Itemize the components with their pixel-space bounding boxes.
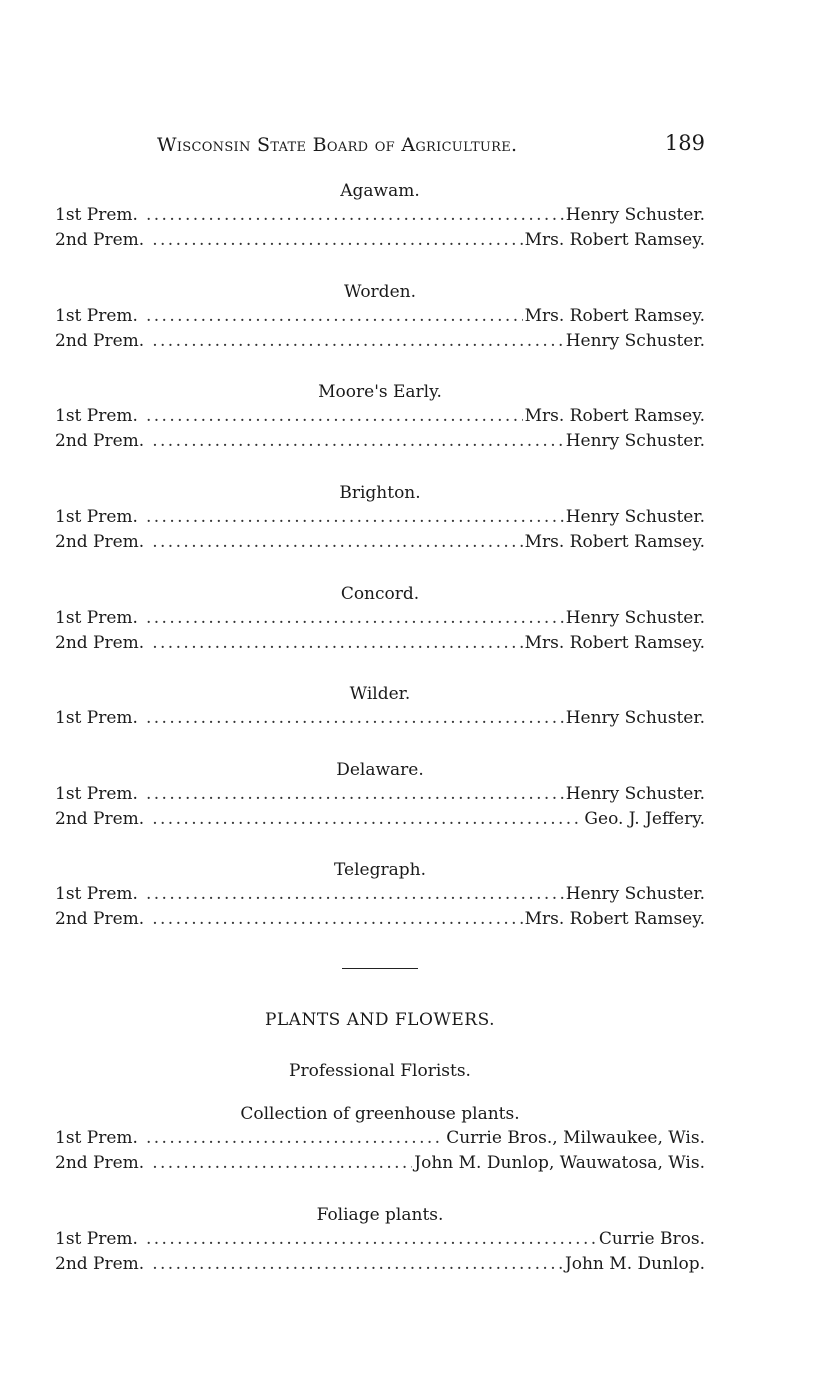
winner-name: Henry Schuster. xyxy=(565,884,705,904)
dot-leader xyxy=(152,331,563,351)
section-title-brighton: Brighton. xyxy=(339,483,421,503)
entry-row xyxy=(55,884,705,908)
entry-row xyxy=(55,331,705,355)
dot-leader xyxy=(146,708,564,728)
entry-row xyxy=(55,1153,705,1177)
section-title-agawam: Agawam. xyxy=(340,181,420,201)
entry-row xyxy=(55,608,705,632)
dot-leader xyxy=(152,909,522,929)
prize-label: 1st Prem. xyxy=(55,507,138,527)
dot-leader xyxy=(146,507,564,527)
entry-row xyxy=(55,431,705,455)
prize-label: 2nd Prem. xyxy=(55,331,145,351)
winner-name: Currie Bros. xyxy=(598,1229,705,1249)
winner-name: Mrs. Robert Ramsey. xyxy=(524,909,705,929)
prize-label: 1st Prem. xyxy=(55,784,138,804)
entry-row xyxy=(55,909,705,933)
entry-row xyxy=(55,532,705,556)
prize-label: 1st Prem. xyxy=(55,205,138,225)
plants-subheading: Professional Florists. xyxy=(289,1061,471,1081)
section-title-concord: Concord. xyxy=(340,584,420,604)
entry-row xyxy=(55,809,705,833)
dot-leader xyxy=(152,1254,563,1274)
prize-label: 2nd Prem. xyxy=(55,431,145,451)
section-title-telegraph: Telegraph. xyxy=(334,860,426,880)
prize-label: 1st Prem. xyxy=(55,608,138,628)
section-title-wilder: Wilder. xyxy=(349,684,411,704)
dot-leader xyxy=(152,809,582,829)
winner-name: Geo. J. Jeffery. xyxy=(584,809,705,829)
entry-row xyxy=(55,406,705,430)
dot-leader xyxy=(146,406,523,426)
entry-row xyxy=(55,205,705,229)
dot-leader xyxy=(152,230,522,250)
dot-leader xyxy=(146,1229,597,1249)
prize-label: 1st Prem. xyxy=(55,1128,138,1148)
entry-row xyxy=(55,633,705,657)
running-title: Wisconsin State Board of Agriculture. xyxy=(157,134,518,156)
winner-name: John M. Dunlop, Wauwatosa, Wis. xyxy=(414,1153,705,1173)
winner-name: Mrs. Robert Ramsey. xyxy=(524,230,705,250)
dot-leader xyxy=(152,532,522,552)
page-number: 189 xyxy=(664,131,705,155)
prize-label: 2nd Prem. xyxy=(55,230,145,250)
section-title-greenhouse-plants: Collection of greenhouse plants. xyxy=(240,1104,520,1124)
dot-leader xyxy=(152,431,563,451)
dot-leader xyxy=(146,205,564,225)
winner-name: Henry Schuster. xyxy=(565,431,705,451)
winner-name: Mrs. Robert Ramsey. xyxy=(524,406,705,426)
entry-row xyxy=(55,784,705,808)
dot-leader xyxy=(146,608,564,628)
winner-name: Henry Schuster. xyxy=(565,205,705,225)
winner-name: John M. Dunlop. xyxy=(564,1254,705,1274)
winner-name: Mrs. Robert Ramsey. xyxy=(524,633,705,653)
section-title-worden: Worden. xyxy=(344,282,416,302)
winner-name: Mrs. Robert Ramsey. xyxy=(524,532,705,552)
prize-label: 2nd Prem. xyxy=(55,1254,145,1274)
dot-leader xyxy=(146,884,564,904)
section-title-delaware: Delaware. xyxy=(336,760,424,780)
dot-leader xyxy=(146,784,564,804)
section-title-moores-early: Moore's Early. xyxy=(318,382,442,402)
entry-row xyxy=(55,1254,705,1278)
winner-name: Henry Schuster. xyxy=(565,708,705,728)
dot-leader xyxy=(146,306,523,326)
page-header xyxy=(55,128,705,162)
winner-name: Mrs. Robert Ramsey. xyxy=(524,306,705,326)
prize-label: 2nd Prem. xyxy=(55,1153,145,1173)
winner-name: Currie Bros., Milwaukee, Wis. xyxy=(446,1128,705,1148)
dot-leader xyxy=(152,633,522,653)
entry-row xyxy=(55,1128,705,1152)
plants-heading: PLANTS AND FLOWERS. xyxy=(264,1010,496,1030)
dot-leader xyxy=(146,1128,444,1148)
entry-row xyxy=(55,1229,705,1253)
entry-row xyxy=(55,230,705,254)
prize-label: 1st Prem. xyxy=(55,306,138,326)
prize-label: 1st Prem. xyxy=(55,1229,138,1249)
entry-row xyxy=(55,306,705,330)
prize-label: 1st Prem. xyxy=(55,884,138,904)
winner-name: Henry Schuster. xyxy=(565,507,705,527)
winner-name: Henry Schuster. xyxy=(565,331,705,351)
prize-label: 2nd Prem. xyxy=(55,532,145,552)
prize-label: 2nd Prem. xyxy=(55,909,145,929)
prize-label: 1st Prem. xyxy=(55,406,138,426)
entry-row xyxy=(55,708,705,732)
winner-name: Henry Schuster. xyxy=(565,784,705,804)
winner-name: Henry Schuster. xyxy=(565,608,705,628)
section-divider xyxy=(342,968,418,969)
prize-label: 2nd Prem. xyxy=(55,633,145,653)
prize-label: 1st Prem. xyxy=(55,708,138,728)
section-title-foliage-plants: Foliage plants. xyxy=(316,1205,444,1225)
entry-row xyxy=(55,507,705,531)
prize-label: 2nd Prem. xyxy=(55,809,145,829)
dot-leader xyxy=(152,1153,412,1173)
